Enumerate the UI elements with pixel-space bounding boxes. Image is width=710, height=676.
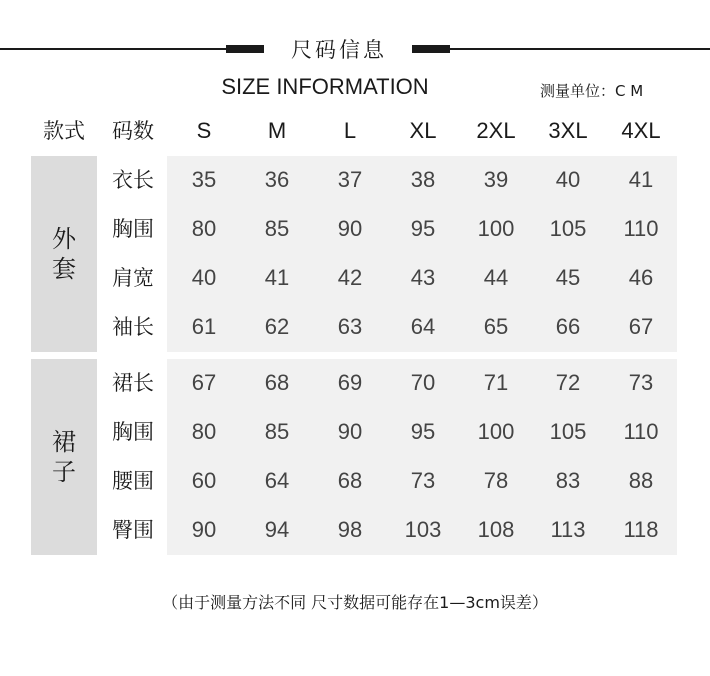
title-line-left [0,48,226,50]
table-cell: 65 [483,314,509,339]
table-cell: 72 [555,370,581,395]
table-cell: 67 [628,314,654,339]
style-label-jacket: 外套 [52,225,76,283]
table-cell: 100 [477,216,515,241]
header-size-s: S [196,118,212,143]
table-cell: 43 [410,265,436,290]
table-cell: 95 [410,419,436,444]
table-row [0,156,710,204]
header-size-m: M [267,118,287,143]
header-size-4xl: 4XL [621,118,661,143]
table-row [0,205,710,253]
table-cell: 108 [477,517,515,542]
table-cell: 44 [483,265,509,290]
table-cell: 64 [410,314,436,339]
table-cell: 80 [191,216,217,241]
title-bar-right [412,45,450,53]
row-label: 裙长 [112,371,154,395]
table-cell: 42 [337,265,363,290]
table-cell: 69 [337,370,363,395]
header-size-2xl: 2XL [476,118,516,143]
table-cell: 105 [549,216,587,241]
table-cell: 90 [337,419,363,444]
table-row [0,408,710,456]
row-label: 胸围 [112,217,154,241]
measurement-disclaimer: （由于测量方法不同 尺寸数据可能存在1—3cm误差） [162,593,548,612]
row-label: 腰围 [112,469,154,493]
row-label: 袖长 [112,315,154,339]
table-cell: 60 [191,468,217,493]
table-cell: 40 [191,265,217,290]
table-cell: 45 [555,265,581,290]
table-cell: 118 [623,517,659,542]
table-cell: 63 [337,314,363,339]
title-bar-left [226,45,264,53]
table-cell: 61 [191,314,217,339]
table-cell: 46 [628,265,654,290]
table-cell: 73 [628,370,654,395]
page-title-english: SIZE INFORMATION [221,74,429,99]
table-cell: 64 [264,468,290,493]
header-measure: 码数 [112,119,154,143]
table-cell: 40 [555,167,581,192]
table-row [0,359,710,407]
table-cell: 41 [264,265,290,290]
measurement-unit: 测量单位：C M [540,82,644,100]
table-cell: 85 [264,216,290,241]
table-cell: 94 [264,517,290,542]
table-cell: 78 [483,468,509,493]
table-cell: 41 [628,167,654,192]
table-cell: 98 [337,517,363,542]
table-cell: 62 [264,314,290,339]
table-cell: 35 [191,167,217,192]
table-cell: 68 [337,468,363,493]
table-row [0,457,710,505]
page-title-chinese: 尺码信息 [291,38,387,62]
header-style: 款式 [43,119,85,143]
table-cell: 100 [477,419,515,444]
table-row [0,506,710,554]
table-cell: 113 [550,517,586,542]
table-cell: 66 [555,314,581,339]
table-cell: 38 [410,167,436,192]
table-cell: 90 [337,216,363,241]
table-cell: 36 [264,167,290,192]
table-cell: 70 [410,370,436,395]
table-cell: 68 [264,370,290,395]
title-line-right [450,48,710,50]
table-cell: 80 [191,419,217,444]
table-cell: 95 [410,216,436,241]
table-cell: 83 [555,468,581,493]
row-label: 肩宽 [112,266,154,290]
header-size-3xl: 3XL [548,118,588,143]
table-cell: 85 [264,419,290,444]
table-cell: 110 [623,216,659,241]
table-cell: 67 [191,370,217,395]
table-row [0,303,710,351]
table-cell: 73 [410,468,436,493]
header-size-l: L [343,118,357,143]
table-cell: 71 [483,370,509,395]
header-size-xl: XL [409,118,437,143]
table-cell: 103 [404,517,442,542]
table-cell: 90 [191,517,217,542]
table-cell: 37 [337,167,363,192]
table-row [0,254,710,302]
table-cell: 110 [623,419,659,444]
table-cell: 105 [549,419,587,444]
row-label: 衣长 [112,168,154,192]
row-label: 臀围 [112,518,154,542]
table-cell: 39 [483,167,509,192]
row-label: 胸围 [112,420,154,444]
table-cell: 88 [628,468,654,493]
style-label-skirt: 裙子 [52,428,76,486]
